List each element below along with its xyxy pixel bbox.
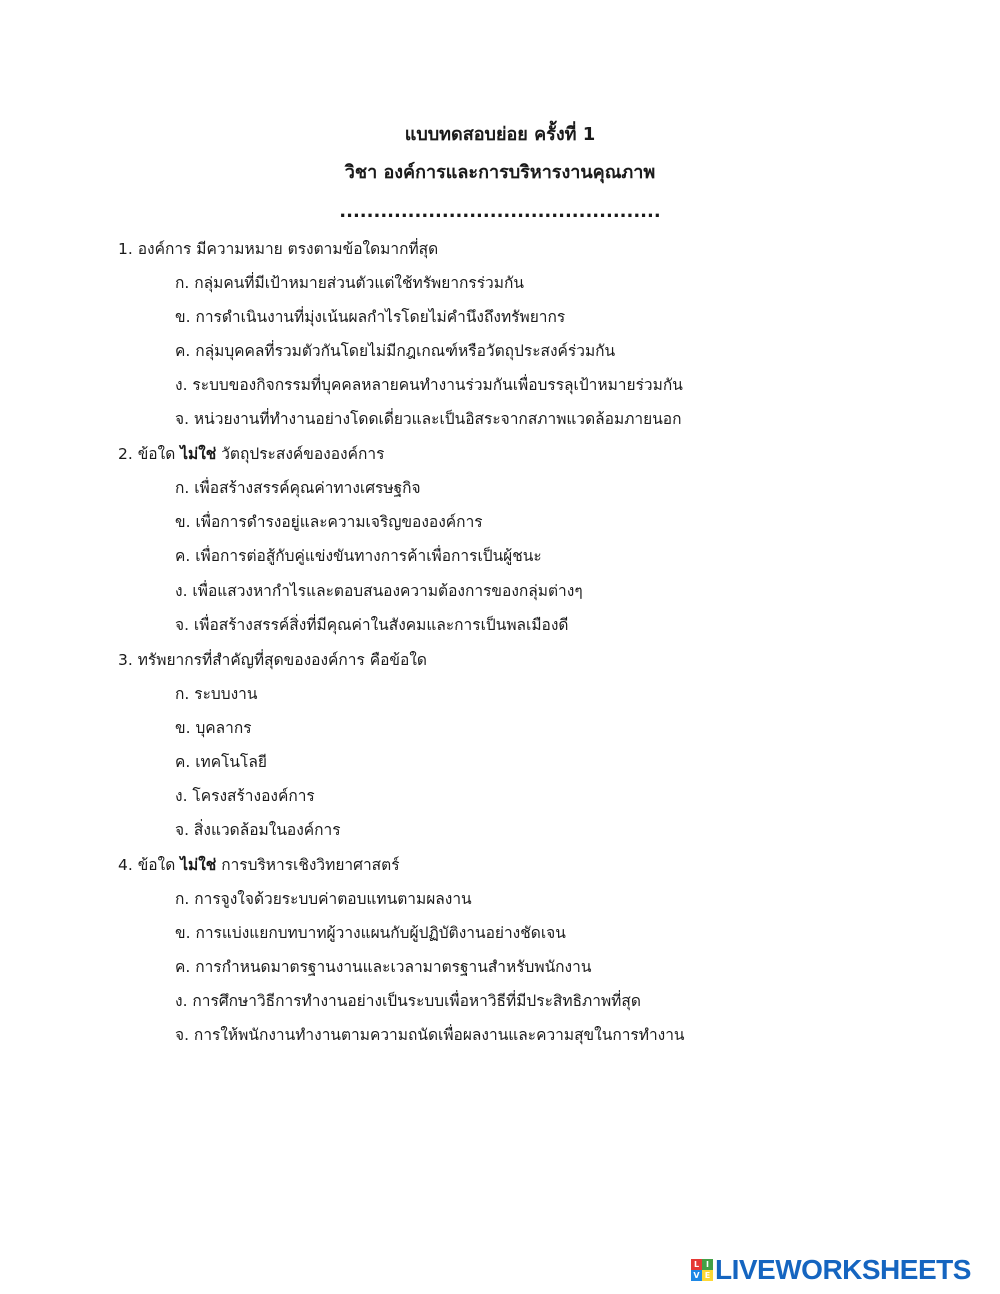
question-4-option-d[interactable]: ง. การศึกษาวิธีการทำงานอย่างเป็นระบบเพื่อหาวิธีที่มีประสิทธิภาพที่สุด (175, 992, 641, 1010)
question-2-option-c[interactable]: ค. เพื่อการต่อสู้กับคู่แข่งขันทางการค้าเพื่อการเป็นผู้ชนะ (175, 547, 542, 565)
question-3-option-d[interactable]: ง. โครงสร้างองค์การ (175, 787, 315, 805)
logo-cell-v: V (691, 1270, 702, 1281)
question-2-option-b[interactable]: ข. เพื่อการดำรงอยู่และความเจริญขององค์การ (175, 513, 483, 531)
logo-cell-e: E (702, 1270, 713, 1281)
subject-title: วิชา องค์การและการบริหารงานคุณภาพ (344, 162, 656, 183)
question-4-option-b[interactable]: ข. การแบ่งแยกบทบาทผู้วางแผนกับผู้ปฏิบัติงานอย่างชัดเจน (175, 924, 566, 942)
logo-cell-l: L (691, 1259, 702, 1270)
question-3-option-a[interactable]: ก. ระบบงาน (175, 685, 258, 703)
question-4: 4. ข้อใด ไม่ใช่ การบริหารเชิงวิทยาศาสตร์ (118, 856, 400, 874)
question-4-option-c[interactable]: ค. การกำหนดมาตรฐานงานและเวลามาตรฐานสำหรับพนักงาน (175, 958, 592, 976)
question-3-option-e[interactable]: จ. สิ่งแวดล้อมในองค์การ (175, 821, 341, 839)
question-1-option-b[interactable]: ข. การดำเนินงานที่มุ่งเน้นผลกำไรโดยไม่คำนึงถึงทรัพยากร (175, 308, 566, 326)
question-2: 2. ข้อใด ไม่ใช่ วัตถุประสงค์ขององค์การ (118, 445, 385, 463)
question-3-option-c[interactable]: ค. เทคโนโลยี (175, 753, 267, 771)
question-3-option-b[interactable]: ข. บุคลากร (175, 719, 252, 737)
question-4-option-e[interactable]: จ. การให้พนักงานทำงานตามความถนัดเพื่อผลงานและความสุขในการทำงาน (175, 1026, 685, 1044)
question-1-option-c[interactable]: ค. กลุ่มบุคคลที่รวมตัวกันโดยไม่มีกฎเกณฑ์หรือวัตถุประสงค์ร่วมกัน (175, 342, 616, 360)
question-1-option-a[interactable]: ก. กลุ่มคนที่มีเป้าหมายส่วนตัวแต่ใช้ทรัพยากรร่วมกัน (175, 274, 524, 292)
page-title: แบบทดสอบย่อย ครั้งที่ 1 (404, 124, 596, 145)
question-1: 1. องค์การ มีความหมาย ตรงตามข้อใดมากที่สุด (118, 240, 439, 258)
logo-text: LIVEWORKSHEETS (715, 1254, 971, 1285)
liveworksheets-logo (691, 1255, 971, 1285)
question-1-option-e[interactable]: จ. หน่วยงานที่ทำงานอย่างโดดเดี่ยวและเป็นอิสระจากสภาพแวดล้อมภายนอก (175, 410, 682, 428)
question-1-option-d[interactable]: ง. ระบบของกิจกรรมที่บุคคลหลายคนทำงานร่วมกันเพื่อบรรลุเป้าหมายร่วมกัน (175, 376, 683, 394)
liveworksheets-logo-icon (691, 1259, 713, 1281)
question-3: 3. ทรัพยากรที่สำคัญที่สุดขององค์การ คือข้อใด (118, 651, 427, 669)
question-2-option-e[interactable]: จ. เพื่อสร้างสรรค์สิ่งที่มีคุณค่าในสังคมและการเป็นพลเมืองดี (175, 616, 569, 634)
question-4-option-a[interactable]: ก. การจูงใจด้วยระบบค่าตอบแทนตามผลงาน (175, 890, 472, 908)
question-2-option-d[interactable]: ง. เพื่อแสวงหากำไรและตอบสนองความต้องการของกลุ่มต่างๆ (175, 582, 583, 600)
logo-cell-i: I (702, 1259, 713, 1270)
title-divider: ............................................... (339, 201, 661, 222)
question-2-option-a[interactable]: ก. เพื่อสร้างสรรค์คุณค่าทางเศรษฐกิจ (175, 479, 421, 497)
